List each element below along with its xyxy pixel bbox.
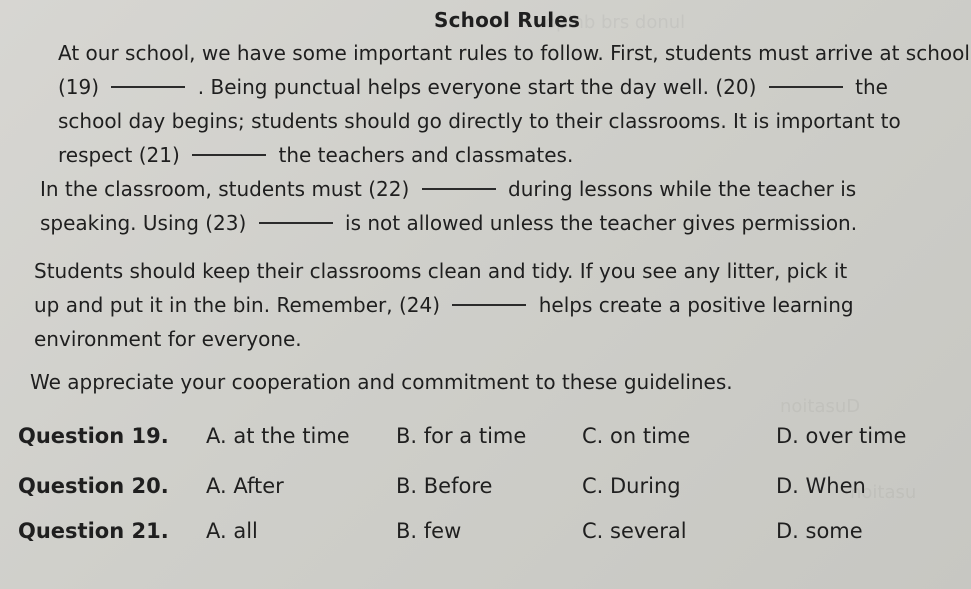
blank-21-label: respect (21) [58, 143, 180, 167]
background-showthrough-text: opinb brs donul [545, 12, 686, 33]
paragraph-4-line-1: We appreciate your cooperation and commitment to these guidelines. [30, 370, 733, 394]
question-21-option-a: A. all [206, 519, 258, 543]
blank-21 [192, 154, 266, 156]
question-20-option-b: B. Before [396, 474, 493, 498]
question-19-option-d: D. over time [776, 424, 907, 448]
question-19-option-b: B. for a time [396, 424, 527, 448]
blank-22 [422, 188, 496, 190]
paragraph-3-line-1: Students should keep their classrooms clean and tidy. If you see any litter, pick it [34, 259, 848, 283]
paragraph-1-line-1: At our school, we have some important rules to follow. First, students must arrive at school [58, 41, 970, 65]
question-20-option-a: A. After [206, 474, 284, 498]
blank-19 [111, 86, 185, 88]
question-21-option-b: B. few [396, 519, 462, 543]
paragraph-3-line-2-end: helps create a positive learning [538, 293, 854, 317]
blank-24 [452, 304, 526, 306]
paragraph-2 [40, 172, 940, 240]
paragraph-1-line-2-text: . Being punctual helps everyone start the day well. (20) [197, 75, 757, 99]
blank-20 [769, 86, 843, 88]
question-19-option-c: C. on time [582, 424, 691, 448]
paragraph-1 [58, 36, 970, 172]
question-20-row [18, 474, 953, 508]
paragraph-1-line-3: school day begins; students should go directly to their classrooms. It is important to [58, 109, 901, 133]
paragraph-2-line-1-text: In the classroom, students must (22) [40, 177, 410, 201]
question-21-label: Question 21. [18, 519, 169, 543]
question-21-row [18, 519, 953, 553]
paragraph-1-line-4 [58, 138, 948, 172]
document-title: School Rules [434, 8, 581, 32]
paragraph-2-line-2-end: is not allowed unless the teacher gives permission. [345, 211, 858, 235]
paragraph-1-line-2-end: the [855, 75, 888, 99]
paragraph-1-line-4-text: the teachers and classmates. [278, 143, 574, 167]
question-19-option-a: A. at the time [206, 424, 350, 448]
question-21-option-d: D. some [776, 519, 863, 543]
question-20-label: Question 20. [18, 474, 169, 498]
question-19-label: Question 19. [18, 424, 169, 448]
blank-23 [259, 222, 333, 224]
paragraph-3-line-3: environment for everyone. [34, 327, 302, 351]
question-20-option-c: C. During [582, 474, 681, 498]
background-showthrough-text: noitasuD [780, 396, 861, 417]
paragraph-2-line-1-end: during lessons while the teacher is [508, 177, 857, 201]
question-20-option-d: D. When [776, 474, 866, 498]
background-showthrough-text: noitasu [850, 482, 917, 503]
paragraph-3-line-2-text: up and put it in the bin. Remember, (24) [34, 293, 441, 317]
blank-19-label: (19) [58, 75, 100, 99]
paragraph-2-line-2-text: speaking. Using (23) [40, 211, 247, 235]
question-21-option-c: C. several [582, 519, 687, 543]
paragraph-2-line-2 [40, 206, 940, 240]
paragraph-3 [34, 254, 964, 356]
paragraph-2-line-1 [40, 172, 940, 206]
question-19-row [18, 424, 953, 458]
paragraph-3-line-2 [34, 288, 964, 322]
paragraph-1-line-2 [58, 70, 948, 104]
paragraph-4 [30, 365, 930, 399]
